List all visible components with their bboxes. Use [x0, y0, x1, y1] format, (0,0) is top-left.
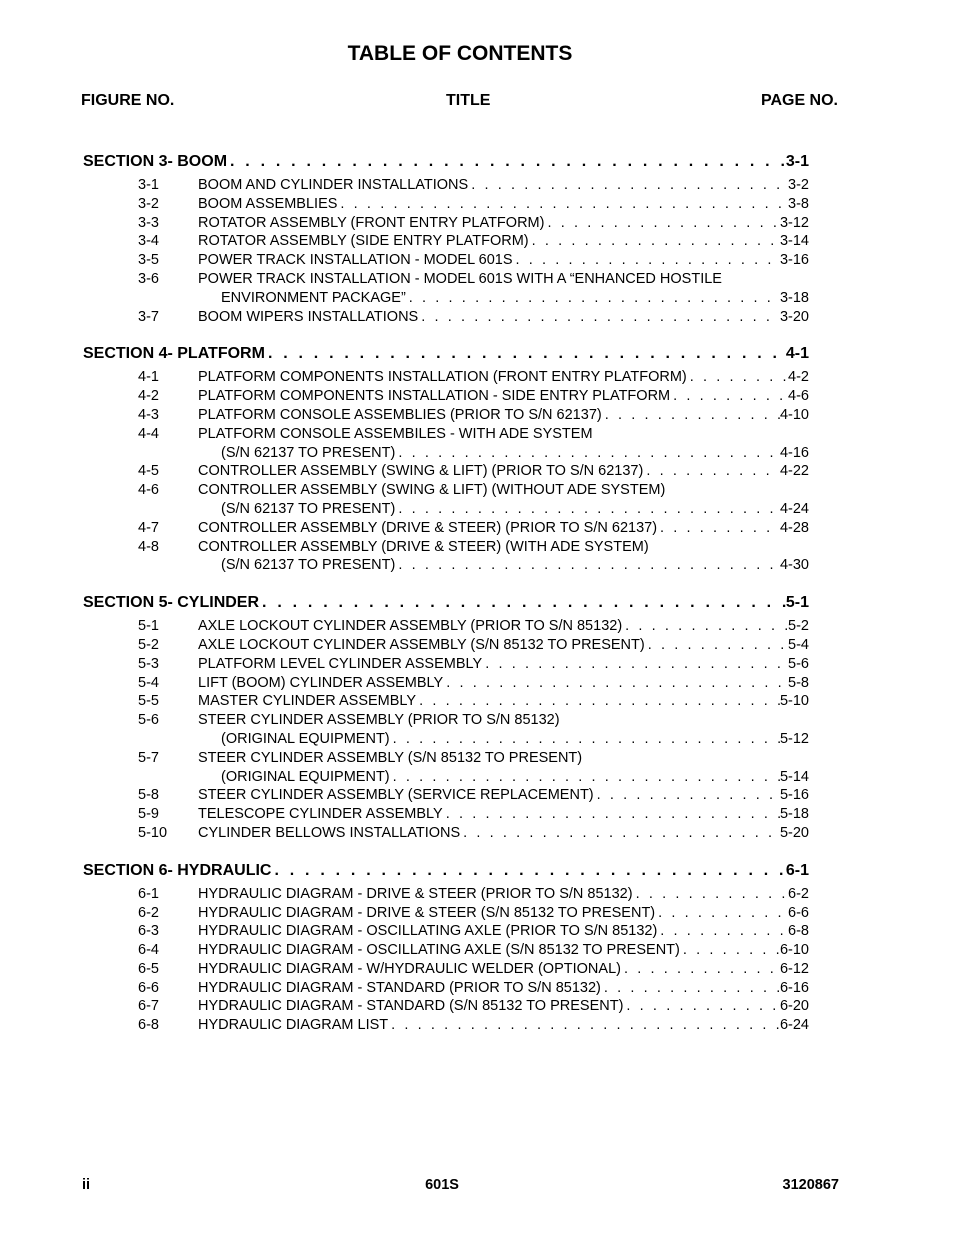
- figure-title: BOOM AND CYLINDER INSTALLATIONS: [198, 177, 469, 193]
- toc-entry[interactable]: [0, 655, 809, 674]
- toc-entry[interactable]: [0, 289, 809, 308]
- dot-leader: [443, 674, 788, 693]
- footer-page-number: ii: [82, 1177, 91, 1193]
- figure-page: 5-2: [788, 618, 809, 635]
- dot-leader: [468, 176, 788, 195]
- dot-leader: [594, 786, 780, 805]
- dot-leader: [687, 368, 788, 387]
- figure-title: CONTROLLER ASSEMBLY (DRIVE & STEER) (PRIOR TO S/N 62137): [198, 519, 658, 536]
- section-label: SECTION 6: [83, 861, 168, 879]
- figure-number: 5-10: [138, 824, 168, 841]
- dot-leader: [395, 556, 780, 575]
- figure-page: 4-30: [779, 557, 809, 574]
- figure-title: TELESCOPE CYLINDER ASSEMBLY: [198, 806, 443, 823]
- dot-leader: [390, 730, 780, 749]
- figure-title: BOOM WIPERS INSTALLATIONS: [198, 308, 419, 325]
- figure-page: 6-10: [779, 942, 809, 959]
- dot-leader: [390, 768, 780, 787]
- figure-title: CONTROLLER ASSEMBLY (DRIVE & STEER) (WITH ADE SYSTEM): [198, 538, 649, 555]
- toc-list: [0, 150, 954, 1051]
- dot-leader: [227, 150, 786, 174]
- dot-leader: [460, 824, 780, 843]
- toc-entry[interactable]: [0, 387, 809, 406]
- dot-leader: [395, 500, 780, 519]
- dot-leader: [271, 859, 785, 883]
- figure-page: 6-2: [788, 885, 809, 902]
- figure-number: 6-5: [138, 960, 159, 977]
- toc-section: [0, 150, 954, 326]
- dot-leader: [337, 195, 788, 214]
- figure-title: (S/N 62137 TO PRESENT): [221, 500, 396, 517]
- figure-page: 3-16: [779, 252, 809, 269]
- dot-leader: [406, 289, 780, 308]
- dot-leader: [416, 692, 780, 711]
- figure-page: 4-16: [779, 444, 809, 461]
- figure-page: 4-28: [779, 519, 809, 536]
- figure-title: HYDRAULIC DIAGRAM - OSCILLATING AXLE (S/N 85132 TO PRESENT): [198, 942, 680, 959]
- figure-title: POWER TRACK INSTALLATION - MODEL 601S: [198, 252, 513, 269]
- figure-number: 4-8: [138, 538, 159, 555]
- figure-page: 3-14: [779, 233, 809, 250]
- dot-leader: [623, 997, 780, 1016]
- figure-number: 3-4: [138, 233, 159, 250]
- figure-number: 5-3: [138, 655, 159, 672]
- figure-title: PLATFORM CONSOLE ASSEMBILES - WITH ADE SYSTEM: [198, 425, 593, 442]
- toc-entry[interactable]: [0, 195, 809, 214]
- figure-title: ENVIRONMENT PACKAGE”: [221, 289, 406, 306]
- figure-number: 4-6: [138, 482, 159, 499]
- figure-title: (ORIGINAL EQUIPMENT): [221, 768, 390, 785]
- footer-model: 601S: [425, 1177, 459, 1193]
- toc-entry[interactable]: [0, 481, 809, 500]
- figure-page: 3-12: [779, 214, 809, 231]
- dot-leader: [680, 941, 780, 960]
- figure-page: 4-10: [779, 406, 809, 423]
- toc-entry[interactable]: [0, 824, 809, 843]
- figure-number: 4-1: [138, 369, 159, 386]
- dot-leader: [657, 519, 780, 538]
- figure-title: HYDRAULIC DIAGRAM - DRIVE & STEER (S/N 85132 TO PRESENT): [198, 904, 656, 921]
- figure-page: 6-24: [779, 1017, 809, 1034]
- figure-title: (S/N 62137 TO PRESENT): [221, 444, 396, 461]
- figure-page: 5-12: [779, 730, 809, 747]
- figure-title: PLATFORM COMPONENTS INSTALLATION - SIDE ENTRY PLATFORM: [198, 388, 671, 405]
- figure-title: AXLE LOCKOUT CYLINDER ASSEMBLY (S/N 85132 TO PRESENT): [198, 636, 645, 653]
- dot-leader: [602, 406, 780, 425]
- section-title: - PLATFORM: [167, 345, 265, 363]
- dot-leader: [655, 904, 788, 923]
- dot-leader: [544, 214, 780, 233]
- figure-number: 6-6: [138, 979, 159, 996]
- figure-number: 6-2: [138, 904, 159, 921]
- dot-leader: [529, 232, 780, 251]
- figure-number: 5-4: [138, 674, 159, 691]
- figure-page: 4-24: [779, 500, 809, 517]
- toc-entry[interactable]: [0, 730, 809, 749]
- toc-entry[interactable]: [0, 674, 809, 693]
- figure-page: 5-20: [779, 824, 809, 841]
- toc-entry[interactable]: [0, 176, 809, 195]
- figure-page: 5-18: [779, 806, 809, 823]
- dot-leader: [643, 462, 780, 481]
- toc-entry[interactable]: [0, 462, 809, 481]
- toc-entry[interactable]: [0, 251, 809, 270]
- section-title: - HYDRAULIC: [167, 861, 272, 879]
- toc-entry[interactable]: [0, 270, 809, 289]
- figure-page: 3-2: [788, 177, 809, 193]
- toc-entry[interactable]: [0, 786, 809, 805]
- dot-leader: [259, 591, 786, 615]
- figure-number: 3-6: [138, 270, 159, 287]
- toc-entry[interactable]: [0, 692, 809, 711]
- figure-page: 6-20: [779, 998, 809, 1015]
- dot-leader: [482, 655, 788, 674]
- toc-entry[interactable]: [0, 979, 809, 998]
- figure-number: 4-3: [138, 406, 159, 423]
- figure-number: 6-7: [138, 998, 159, 1015]
- figure-title: CYLINDER BELLOWS INSTALLATIONS: [198, 824, 461, 841]
- section-label: SECTION 5: [83, 594, 168, 612]
- figure-title: ROTATOR ASSEMBLY (SIDE ENTRY PLATFORM): [198, 233, 529, 250]
- section-heading[interactable]: [0, 342, 809, 366]
- figure-number: 5-7: [138, 749, 159, 766]
- toc-entry[interactable]: [0, 711, 809, 730]
- toc-entry[interactable]: [0, 922, 809, 941]
- figure-title: HYDRAULIC DIAGRAM - STANDARD (S/N 85132 TO PRESENT): [198, 998, 624, 1015]
- figure-title: HYDRAULIC DIAGRAM - STANDARD (PRIOR TO S/N 85132): [198, 979, 601, 996]
- figure-number: 3-2: [138, 195, 159, 212]
- figure-number: 6-3: [138, 923, 159, 940]
- toc-entry[interactable]: [0, 538, 809, 557]
- figure-page: 5-14: [779, 768, 809, 785]
- figure-title: STEER CYLINDER ASSEMBLY (S/N 85132 TO PRESENT): [198, 749, 583, 766]
- figure-number: 4-4: [138, 425, 159, 442]
- dot-leader: [513, 251, 780, 270]
- figure-number: 4-5: [138, 463, 159, 480]
- footer-manual-number: 3120867: [782, 1177, 839, 1193]
- section-page: 4-1: [785, 345, 809, 363]
- toc-entry[interactable]: [0, 444, 809, 463]
- section-heading[interactable]: [0, 859, 809, 883]
- toc-section: [0, 859, 954, 1035]
- toc-entry[interactable]: [0, 1016, 809, 1035]
- dot-leader: [670, 387, 788, 406]
- figure-number: 3-3: [138, 214, 159, 231]
- figure-title: PLATFORM LEVEL CYLINDER ASSEMBLY: [198, 655, 483, 672]
- title-header: TITLE: [446, 92, 491, 109]
- figure-page: 4-2: [788, 369, 809, 386]
- toc-section: [0, 342, 954, 575]
- figure-title: PLATFORM COMPONENTS INSTALLATION (FRONT ENTRY PLATFORM): [198, 369, 687, 386]
- dot-leader: [388, 1016, 780, 1035]
- figure-number: 5-5: [138, 693, 159, 710]
- section-heading[interactable]: [0, 150, 809, 174]
- section-title: - BOOM: [167, 153, 228, 170]
- figure-title: STEER CYLINDER ASSEMBLY (SERVICE REPLACEMENT): [198, 787, 594, 804]
- toc-entry[interactable]: [0, 232, 809, 251]
- figure-title: LIFT (BOOM) CYLINDER ASSEMBLY: [198, 674, 444, 691]
- section-heading[interactable]: [0, 591, 809, 615]
- figure-number: 6-4: [138, 942, 159, 959]
- figure-page: 4-22: [779, 463, 809, 480]
- toc-entry[interactable]: [0, 500, 809, 519]
- figure-title: (S/N 62137 TO PRESENT): [221, 557, 396, 574]
- figure-title: POWER TRACK INSTALLATION - MODEL 601S WITH A “ENHANCED HOSTILE: [198, 270, 722, 287]
- section-page: 3-1: [785, 153, 809, 170]
- figure-title: AXLE LOCKOUT CYLINDER ASSEMBLY (PRIOR TO S/N 85132): [198, 618, 623, 635]
- toc-entry[interactable]: [0, 805, 809, 824]
- figure-page: 5-10: [779, 693, 809, 710]
- toc-entry[interactable]: [0, 749, 809, 768]
- section-page: 6-1: [785, 861, 809, 879]
- figure-number: 5-6: [138, 712, 159, 729]
- figure-title: HYDRAULIC DIAGRAM LIST: [198, 1017, 389, 1034]
- page-title: TABLE OF CONTENTS: [347, 42, 573, 65]
- figure-page: 6-12: [779, 960, 809, 977]
- dot-leader: [601, 979, 780, 998]
- toc-entry[interactable]: [0, 885, 809, 904]
- figure-title: PLATFORM CONSOLE ASSEMBLIES (PRIOR TO S/N 62137): [198, 406, 602, 423]
- figure-page: 6-8: [788, 923, 809, 940]
- toc-entry[interactable]: [0, 368, 809, 387]
- toc-entry[interactable]: [0, 768, 809, 787]
- toc-entry[interactable]: [0, 425, 809, 444]
- dot-leader: [265, 342, 786, 366]
- toc-entry[interactable]: [0, 519, 809, 538]
- dot-leader: [443, 805, 780, 824]
- dot-leader: [621, 960, 780, 979]
- figure-number: 6-8: [138, 1017, 159, 1034]
- toc-entry[interactable]: [0, 941, 809, 960]
- dot-leader: [418, 308, 780, 327]
- figure-number: 4-7: [138, 519, 159, 536]
- figure-number: 3-7: [138, 308, 159, 325]
- toc-entry[interactable]: [0, 406, 809, 425]
- figure-title: HYDRAULIC DIAGRAM - W/HYDRAULIC WELDER (OPTIONAL): [198, 960, 621, 977]
- section-page: 5-1: [785, 594, 809, 612]
- figure-page: 3-8: [788, 195, 809, 212]
- toc-entry[interactable]: [0, 308, 809, 327]
- figure-title: HYDRAULIC DIAGRAM - OSCILLATING AXLE (PRIOR TO S/N 85132): [198, 923, 658, 940]
- figure-title: MASTER CYLINDER ASSEMBLY: [198, 693, 417, 710]
- dot-leader: [633, 885, 788, 904]
- toc-entry[interactable]: [0, 556, 809, 575]
- toc-entry[interactable]: [0, 636, 809, 655]
- figure-title: HYDRAULIC DIAGRAM - DRIVE & STEER (PRIOR TO S/N 85132): [198, 885, 633, 902]
- figure-page: 5-16: [779, 787, 809, 804]
- figure-number-header: FIGURE NO.: [81, 92, 175, 109]
- figure-title: ROTATOR ASSEMBLY (FRONT ENTRY PLATFORM): [198, 214, 545, 231]
- page-number-header: PAGE NO.: [760, 92, 838, 109]
- figure-page: 5-6: [788, 655, 809, 672]
- figure-page: 5-4: [788, 636, 809, 653]
- figure-number: 4-2: [138, 388, 159, 405]
- dot-leader: [395, 444, 780, 463]
- toc-entry[interactable]: [0, 997, 809, 1016]
- figure-page: 5-8: [788, 674, 809, 691]
- figure-page: 3-20: [779, 308, 809, 325]
- figure-number: 5-1: [138, 618, 159, 635]
- figure-title: CONTROLLER ASSEMBLY (SWING & LIFT) (WITHOUT ADE SYSTEM): [198, 482, 666, 499]
- dot-leader: [645, 636, 788, 655]
- figure-number: 5-2: [138, 636, 159, 653]
- figure-number: 5-9: [138, 806, 159, 823]
- figure-title: STEER CYLINDER ASSEMBLY (PRIOR TO S/N 85132): [198, 712, 560, 729]
- figure-title: BOOM ASSEMBLIES: [198, 195, 338, 212]
- dot-leader: [657, 922, 788, 941]
- figure-number: 3-1: [138, 177, 159, 193]
- toc-section: [0, 591, 954, 843]
- figure-page: 6-6: [788, 904, 809, 921]
- figure-number: 3-5: [138, 252, 159, 269]
- toc-entry[interactable]: [0, 214, 809, 233]
- toc-entry[interactable]: [0, 904, 809, 923]
- section-title: - CYLINDER: [167, 594, 260, 612]
- figure-page: 6-16: [779, 979, 809, 996]
- section-label: SECTION 4: [83, 345, 168, 363]
- figure-number: 5-8: [138, 787, 159, 804]
- toc-entry[interactable]: [0, 617, 809, 636]
- figure-page: 3-18: [779, 289, 809, 306]
- toc-entry[interactable]: [0, 960, 809, 979]
- dot-leader: [622, 617, 788, 636]
- section-label: SECTION 3: [83, 153, 168, 170]
- figure-title: (ORIGINAL EQUIPMENT): [221, 730, 390, 747]
- figure-page: 4-6: [788, 388, 809, 405]
- figure-title: CONTROLLER ASSEMBLY (SWING & LIFT) (PRIOR TO S/N 62137): [198, 463, 644, 480]
- figure-number: 6-1: [138, 885, 159, 902]
